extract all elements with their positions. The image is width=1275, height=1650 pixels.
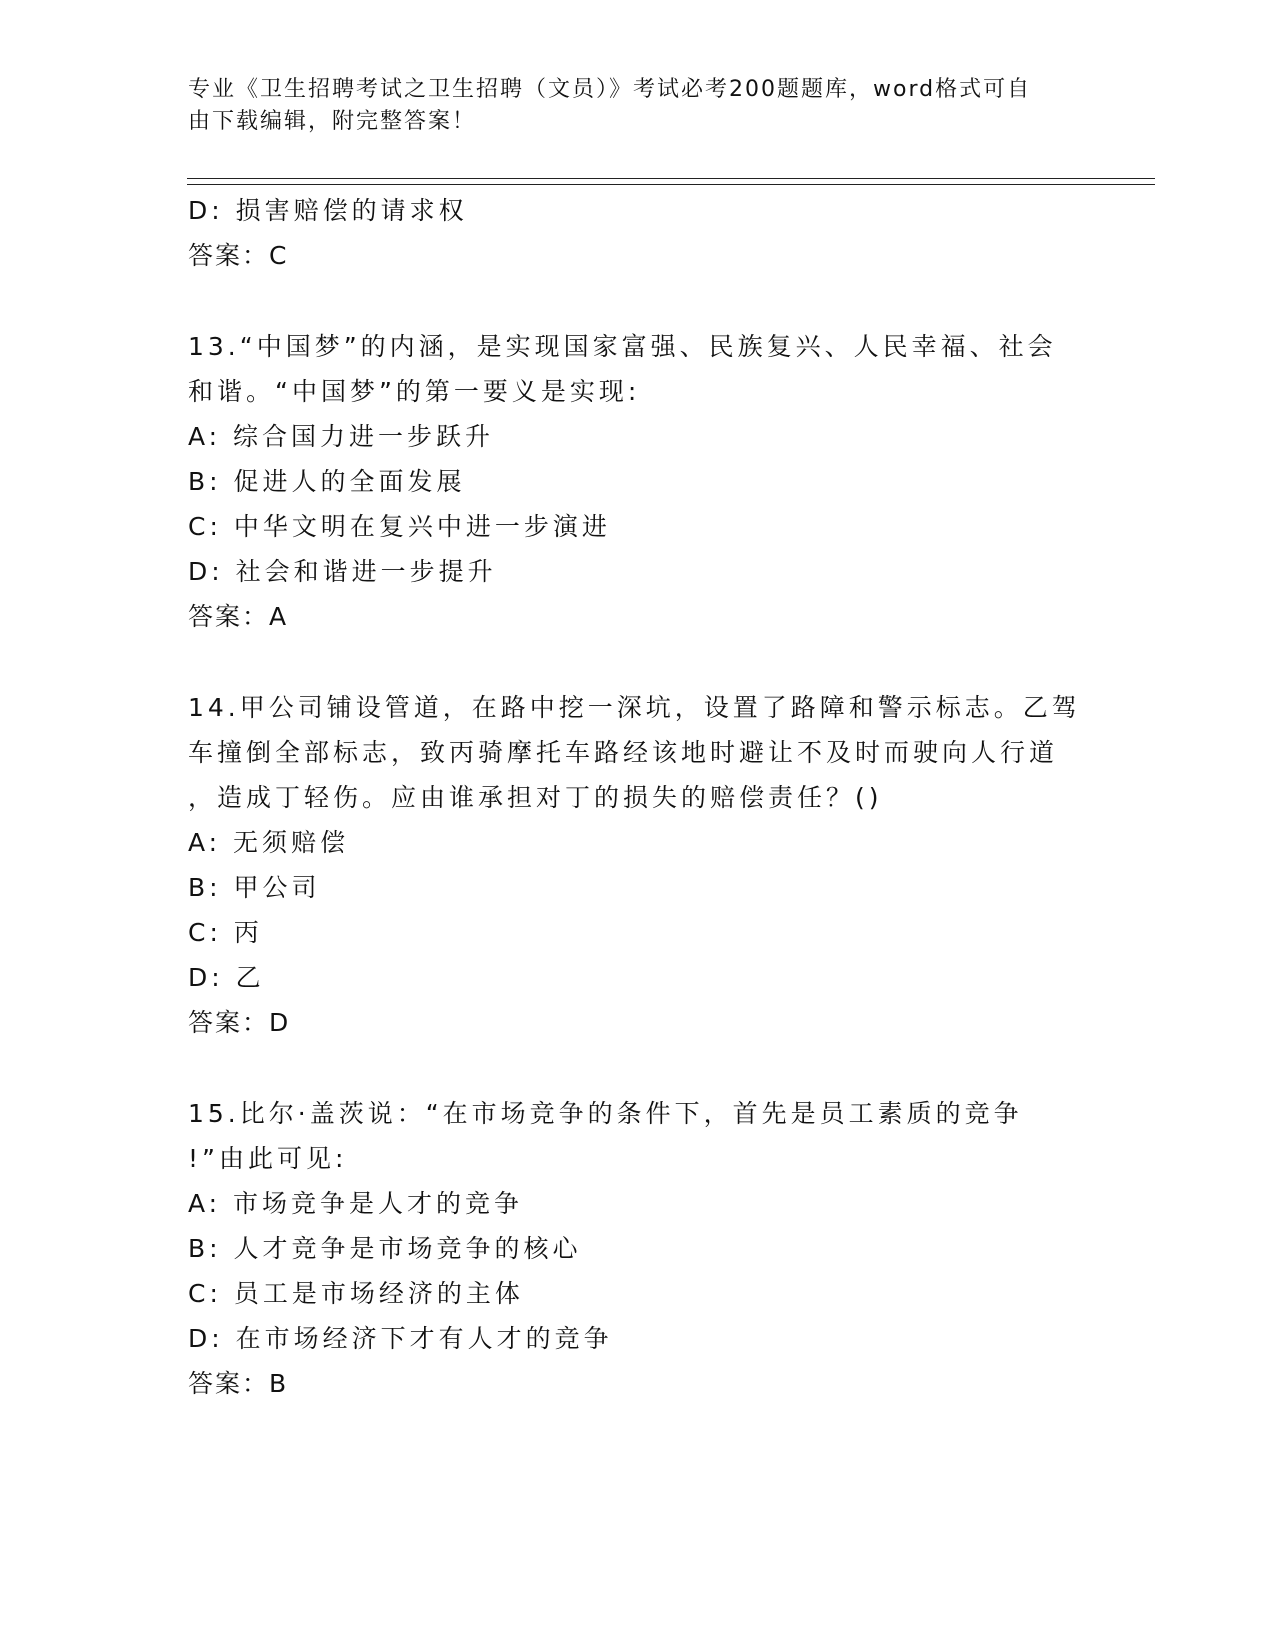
option-b: B: 人才竞争是市场竞争的核心	[188, 1234, 582, 1263]
question-stem-line: 13.“中国梦”的内涵，是实现国家富强、民族复兴、人民幸福、社会	[188, 332, 1057, 361]
prev-option-d: D: 损害赔偿的请求权	[188, 196, 468, 225]
answer: 答案：D	[188, 1008, 291, 1037]
question-list	[188, 188, 1108, 1406]
option-a: A: 市场竞争是人才的竞争	[188, 1189, 524, 1218]
header-rule-top	[187, 178, 1155, 179]
answer: 答案：B	[188, 1369, 289, 1398]
option-d: D: 在市场经济下才有人才的竞争	[188, 1324, 613, 1353]
question-stem-line: 14.甲公司铺设管道，在路中挖一深坑，设置了路障和警示标志。乙驾	[188, 693, 1081, 722]
header-line-2: 由下载编辑，附完整答案！	[188, 109, 477, 134]
question-stem-line: ，造成丁轻伤。应由谁承担对丁的损失的赔偿责任？()	[188, 783, 883, 812]
question-stem-line: 车撞倒全部标志，致丙骑摩托车路经该地时避让不及时而驶向人行道	[188, 738, 1059, 767]
header-rule-bottom	[187, 184, 1155, 185]
option-c: C: 丙	[188, 918, 263, 947]
question-stem-line: 和谐。“中国梦”的第一要义是实现:	[188, 377, 641, 406]
option-c: C: 员工是市场经济的主体	[188, 1279, 524, 1308]
option-a: A: 无须赔偿	[188, 828, 350, 857]
document-header	[188, 74, 1088, 138]
option-c: C: 中华文明在复兴中进一步演进	[188, 512, 611, 541]
option-b: B: 甲公司	[188, 873, 321, 902]
question-15	[188, 1091, 1108, 1406]
question-14	[188, 685, 1108, 1045]
prev-answer: 答案：C	[188, 241, 289, 270]
option-b: B: 促进人的全面发展	[188, 467, 466, 496]
question-stem-line: 15.比尔·盖茨说：“在市场竞争的条件下，首先是员工素质的竞争	[188, 1099, 1023, 1128]
option-d: D: 乙	[188, 963, 265, 992]
option-d: D: 社会和谐进一步提升	[188, 557, 497, 586]
option-a: A: 综合国力进一步跃升	[188, 422, 495, 451]
question-13	[188, 324, 1108, 639]
answer: 答案：A	[188, 602, 289, 631]
question-stem-line: !”由此可见:	[188, 1144, 348, 1173]
header-line-1: 专业《卫生招聘考试之卫生招聘（文员）》考试必考200题题库，word格式可自	[188, 77, 1032, 102]
